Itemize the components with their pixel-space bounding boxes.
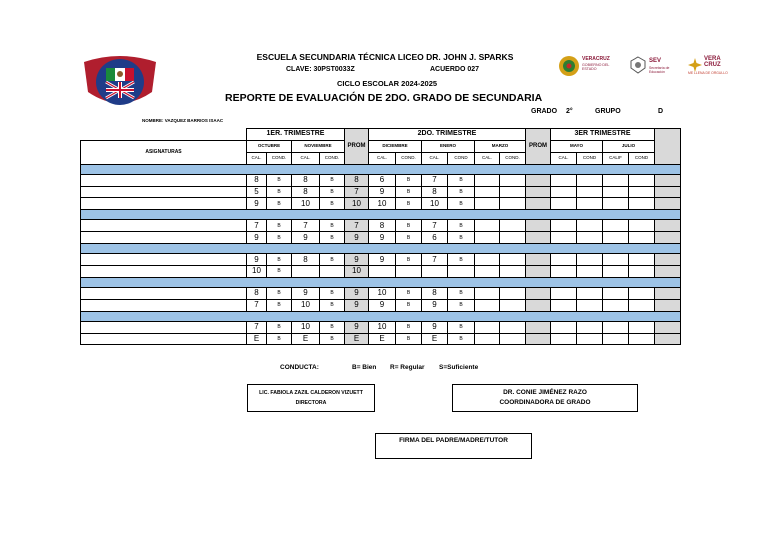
- trimester-3-header: 3ER TRIMESTRE: [551, 129, 655, 141]
- school-year: CICLO ESCOLAR 2024-2025: [337, 79, 438, 88]
- prom-cell: [655, 254, 681, 266]
- grade-cell: 10: [369, 287, 396, 299]
- student-name: NOMBRE: VAZQUEZ BARRIOS ISAAC: [142, 118, 224, 123]
- prom-cell: [655, 299, 681, 311]
- grade-cell: B: [320, 254, 345, 266]
- grade-cell: 10: [422, 198, 448, 210]
- sev-seal-icon: [630, 56, 646, 74]
- school-name: ESCUELA SECUNDARIA TÉCNICA LICEO DR. JOHN J. SPARKS: [256, 52, 514, 62]
- grade-cell: 10: [369, 198, 396, 210]
- prom-cell: [655, 266, 681, 278]
- grade-cell: B: [448, 299, 475, 311]
- grade-cell: [577, 254, 603, 266]
- subject-cell: [81, 220, 247, 232]
- grade-cell: 9: [422, 299, 448, 311]
- grade-cell: B: [396, 254, 422, 266]
- sub-header: COND.: [396, 152, 422, 164]
- sub-header: CAL.: [475, 152, 500, 164]
- grade-cell: [500, 198, 526, 210]
- grade-cell: [603, 287, 629, 299]
- month-header: NOVIEMBRE: [292, 140, 345, 152]
- grade-cell: [629, 266, 655, 278]
- prom-cell: 9: [345, 287, 369, 299]
- grade-cell: 6: [422, 232, 448, 244]
- grade-cell: [500, 321, 526, 333]
- sub-header: CAL.: [551, 152, 577, 164]
- subject-cell: [81, 254, 247, 266]
- grade-cell: [551, 220, 577, 232]
- prom-cell: [655, 186, 681, 198]
- grade-cell: B: [396, 186, 422, 198]
- grade-row: [81, 321, 681, 333]
- grade-cell: [577, 174, 603, 186]
- grade-cell: [551, 299, 577, 311]
- grade-cell: [551, 287, 577, 299]
- subject-cell: [81, 321, 247, 333]
- grade-cell: [500, 333, 526, 345]
- grade-cell: [577, 232, 603, 244]
- parent-signature-box: [375, 433, 532, 459]
- grade-cell: 5: [247, 186, 267, 198]
- grade-cell: 9: [369, 232, 396, 244]
- prom-cell: [655, 220, 681, 232]
- grade-cell: E: [292, 333, 320, 345]
- band-cell: [81, 244, 681, 254]
- director-name: LIC. FABIOLA ZAZIL CALDERON VIZUETT: [259, 390, 363, 396]
- grade-cell: [603, 174, 629, 186]
- grade-cell: 10: [292, 299, 320, 311]
- band-cell: [81, 164, 681, 174]
- grade-cell: [551, 198, 577, 210]
- grade-cell: [475, 266, 500, 278]
- grade-cell: [396, 266, 422, 278]
- month-header: MAYO: [551, 140, 603, 152]
- grade-cell: B: [448, 198, 475, 210]
- veracruz-logo-text: VERACRUZ: [582, 56, 610, 62]
- grades-table: [80, 128, 681, 345]
- sub-header: CAL.: [422, 152, 448, 164]
- grade-cell: [475, 299, 500, 311]
- grade-cell: 7: [292, 220, 320, 232]
- veracruz-orgullo-logo-text: VERA CRUZ: [704, 56, 721, 68]
- grade-cell: 7: [247, 220, 267, 232]
- grade-cell: [577, 186, 603, 198]
- prom-cell: [655, 232, 681, 244]
- grade-cell: [500, 220, 526, 232]
- subject-cell: [81, 174, 247, 186]
- grade-cell: [603, 299, 629, 311]
- grade-cell: B: [267, 220, 292, 232]
- grade-cell: [629, 254, 655, 266]
- grade-cell: B: [396, 287, 422, 299]
- grade-cell: 6: [369, 174, 396, 186]
- legend-suficiente: S=Suficiente: [439, 364, 479, 371]
- grade-cell: B: [267, 232, 292, 244]
- sub-header: COND: [448, 152, 475, 164]
- grade-cell: [577, 198, 603, 210]
- grade-cell: B: [267, 333, 292, 345]
- grade-cell: B: [267, 186, 292, 198]
- sub-header: COND: [577, 152, 603, 164]
- grade-cell: [603, 333, 629, 345]
- grade-cell: B: [267, 254, 292, 266]
- grade-cell: [500, 232, 526, 244]
- grade-cell: [577, 266, 603, 278]
- prom-cell: 10: [345, 198, 369, 210]
- sub-header: COND.: [500, 152, 526, 164]
- legend-bien: B= Bien: [352, 364, 377, 371]
- grade-cell: 9: [369, 186, 396, 198]
- prom-cell: [526, 220, 551, 232]
- grade-cell: 9: [247, 232, 267, 244]
- sub-header: COND: [629, 152, 655, 164]
- grade-cell: [475, 220, 500, 232]
- grade-cell: 7: [422, 174, 448, 186]
- grade-row: [81, 287, 681, 299]
- grade-cell: 8: [292, 174, 320, 186]
- grade-cell: B: [448, 186, 475, 198]
- grade-cell: [320, 266, 345, 278]
- subject-group-band: [81, 277, 681, 287]
- parent-signature-label: FIRMA DEL PADRE/MADRE/TUTOR: [399, 437, 508, 444]
- grade-row: [81, 232, 681, 244]
- prom-cell: 9: [345, 299, 369, 311]
- grade-cell: B: [396, 198, 422, 210]
- grade-cell: [369, 266, 396, 278]
- grade-cell: 7: [422, 254, 448, 266]
- prom-cell: [526, 254, 551, 266]
- grade-cell: 10: [292, 198, 320, 210]
- subject-cell: [81, 333, 247, 345]
- coordinator-role: COORDINADORA DE GRADO: [499, 399, 591, 406]
- grade-cell: B: [448, 220, 475, 232]
- grade-cell: [603, 266, 629, 278]
- subject-cell: [81, 232, 247, 244]
- grade-cell: [500, 299, 526, 311]
- grade-cell: [603, 220, 629, 232]
- sub-header: CAL.: [369, 152, 396, 164]
- grade-cell: B: [320, 232, 345, 244]
- grade-cell: [551, 333, 577, 345]
- grade-cell: [475, 321, 500, 333]
- month-header: MARZO: [475, 140, 526, 152]
- grado-value: 2°: [566, 108, 573, 115]
- prom-cell: 9: [345, 232, 369, 244]
- grade-cell: [500, 186, 526, 198]
- grade-row: [81, 198, 681, 210]
- grade-cell: B: [396, 232, 422, 244]
- prom-1-header: PROM: [345, 129, 369, 165]
- prom-cell: [526, 186, 551, 198]
- director-signature-box: [247, 384, 375, 412]
- grade-cell: [551, 232, 577, 244]
- grade-cell: [500, 254, 526, 266]
- prom-cell: [655, 333, 681, 345]
- grade-cell: [551, 174, 577, 186]
- subject-cell: [81, 299, 247, 311]
- grade-cell: [629, 333, 655, 345]
- grade-cell: 8: [369, 220, 396, 232]
- grade-cell: B: [396, 220, 422, 232]
- grade-cell: [629, 232, 655, 244]
- grade-cell: [475, 174, 500, 186]
- grade-cell: [551, 254, 577, 266]
- prom-cell: [526, 321, 551, 333]
- sev-logo-text: SEV: [649, 58, 662, 64]
- prom-cell: 9: [345, 321, 369, 333]
- prom-cell: [526, 287, 551, 299]
- grade-cell: 7: [247, 321, 267, 333]
- grade-cell: 8: [292, 186, 320, 198]
- grade-cell: B: [448, 232, 475, 244]
- grade-cell: [577, 220, 603, 232]
- grade-cell: [500, 287, 526, 299]
- grade-cell: 9: [292, 232, 320, 244]
- grade-cell: 7: [422, 220, 448, 232]
- grade-cell: [577, 333, 603, 345]
- grade-cell: [603, 232, 629, 244]
- subject-group-band: [81, 164, 681, 174]
- grade-cell: [500, 174, 526, 186]
- grade-cell: [577, 321, 603, 333]
- grade-cell: [475, 287, 500, 299]
- grupo-label: GRUPO: [595, 108, 621, 115]
- school-acuerdo: ACUERDO 027: [430, 66, 480, 73]
- grade-cell: 10: [247, 266, 267, 278]
- grade-cell: 8: [247, 287, 267, 299]
- sev-logo-subtext: Secretaría de Educación: [649, 66, 670, 74]
- grade-row: [81, 254, 681, 266]
- grade-cell: [551, 321, 577, 333]
- grade-row: [81, 186, 681, 198]
- prom-cell: [655, 321, 681, 333]
- sub-header: CAL.: [247, 152, 267, 164]
- grade-cell: [551, 266, 577, 278]
- veracruz-logo-subtext: GOBIERNO DEL ESTADO: [582, 63, 610, 71]
- grade-cell: B: [320, 333, 345, 345]
- grado-label: GRADO: [531, 108, 558, 115]
- veracruz-star-icon: [688, 58, 702, 72]
- band-cell: [81, 210, 681, 220]
- veracruz-orgullo-logo-subtext: ME LLENA DE ORGULLO: [688, 71, 728, 75]
- grade-cell: [475, 232, 500, 244]
- grade-cell: B: [396, 174, 422, 186]
- report-title: REPORTE DE EVALUACIÓN DE 2DO. GRADO DE SECUNDARIA: [225, 92, 543, 104]
- band-cell: [81, 277, 681, 287]
- grade-cell: B: [448, 174, 475, 186]
- prom-cell: [526, 299, 551, 311]
- grade-cell: 9: [292, 287, 320, 299]
- asignaturas-header: ASIGNATURAS: [81, 140, 247, 164]
- grade-cell: 9: [247, 254, 267, 266]
- grade-cell: B: [320, 220, 345, 232]
- grade-cell: 9: [369, 299, 396, 311]
- prom-2-header: PROM: [526, 129, 551, 165]
- grade-cell: B: [320, 174, 345, 186]
- grade-cell: [603, 186, 629, 198]
- header-blank: [81, 129, 247, 141]
- grade-cell: [629, 287, 655, 299]
- grade-cell: [422, 266, 448, 278]
- subject-cell: [81, 287, 247, 299]
- grade-cell: B: [320, 186, 345, 198]
- grade-cell: E: [247, 333, 267, 345]
- grade-cell: [629, 174, 655, 186]
- conducta-label: CONDUCTA:: [280, 364, 319, 371]
- subject-cell: [81, 266, 247, 278]
- prom-cell: [655, 287, 681, 299]
- prom-cell: [526, 232, 551, 244]
- grade-cell: B: [448, 287, 475, 299]
- grade-cell: B: [320, 299, 345, 311]
- sub-header: COND.: [267, 152, 292, 164]
- grade-cell: 9: [247, 198, 267, 210]
- legend-regular: R= Regular: [390, 364, 425, 371]
- grade-cell: E: [422, 333, 448, 345]
- grade-cell: [475, 198, 500, 210]
- grade-cell: B: [396, 321, 422, 333]
- director-role: DIRECTORA: [295, 400, 327, 406]
- grade-cell: B: [448, 333, 475, 345]
- grade-cell: [603, 198, 629, 210]
- grade-row: [81, 333, 681, 345]
- grade-row: [81, 266, 681, 278]
- grade-cell: 8: [422, 287, 448, 299]
- grade-cell: E: [369, 333, 396, 345]
- grade-cell: B: [320, 198, 345, 210]
- grade-cell: 8: [247, 174, 267, 186]
- subject-cell: [81, 186, 247, 198]
- grade-cell: B: [396, 333, 422, 345]
- prom-cell: [655, 174, 681, 186]
- grade-cell: [500, 266, 526, 278]
- prom-cell: [526, 198, 551, 210]
- grade-cell: [577, 287, 603, 299]
- grade-cell: [577, 299, 603, 311]
- coordinator-signature-box: [452, 384, 638, 412]
- month-header: JULIO: [603, 140, 655, 152]
- grade-cell: [629, 220, 655, 232]
- subject-group-band: [81, 210, 681, 220]
- band-cell: [81, 311, 681, 321]
- prom-cell: 7: [345, 186, 369, 198]
- prom-cell: 10: [345, 266, 369, 278]
- sub-header: CALIF: [603, 152, 629, 164]
- prom-cell: [526, 174, 551, 186]
- grade-cell: B: [448, 254, 475, 266]
- grupo-value: D: [658, 108, 664, 115]
- grade-cell: B: [396, 299, 422, 311]
- grade-cell: [629, 186, 655, 198]
- sub-header: CAL.: [292, 152, 320, 164]
- grade-cell: 10: [292, 321, 320, 333]
- grade-cell: 10: [369, 321, 396, 333]
- grade-cell: [629, 321, 655, 333]
- grade-cell: B: [267, 198, 292, 210]
- sub-header: COND.: [320, 152, 345, 164]
- prom-cell: 8: [345, 174, 369, 186]
- grade-row: [81, 299, 681, 311]
- prom-cell: [655, 198, 681, 210]
- grade-cell: B: [448, 321, 475, 333]
- grade-cell: 9: [422, 321, 448, 333]
- grade-cell: [603, 321, 629, 333]
- prom-cell: 9: [345, 254, 369, 266]
- grade-cell: B: [267, 174, 292, 186]
- subject-cell: [81, 198, 247, 210]
- subject-group-band: [81, 244, 681, 254]
- month-header: OCTUBRE: [247, 140, 292, 152]
- month-header: DICIEMBRE: [369, 140, 422, 152]
- prom-3-header: [655, 129, 681, 165]
- month-header: ENERO: [422, 140, 475, 152]
- trimester-1-header: 1ER. TRIMESTRE: [247, 129, 345, 141]
- grade-cell: [475, 333, 500, 345]
- grade-cell: [292, 266, 320, 278]
- grade-cell: 8: [422, 186, 448, 198]
- coordinator-name: DR. CONIE JIMÉNEZ RAZO: [503, 389, 587, 396]
- trimester-2-header: 2DO. TRIMESTRE: [369, 129, 526, 141]
- grade-cell: B: [320, 287, 345, 299]
- grade-cell: [448, 266, 475, 278]
- grade-cell: [475, 254, 500, 266]
- grade-cell: [475, 186, 500, 198]
- veracruz-seal-icon: [558, 55, 580, 77]
- school-logo: [80, 52, 160, 112]
- grade-cell: [629, 198, 655, 210]
- grade-cell: 7: [247, 299, 267, 311]
- grade-cell: B: [267, 321, 292, 333]
- prom-cell: 7: [345, 220, 369, 232]
- grade-cell: [603, 254, 629, 266]
- grade-row: [81, 220, 681, 232]
- prom-cell: [526, 266, 551, 278]
- prom-cell: [526, 333, 551, 345]
- grade-cell: B: [267, 266, 292, 278]
- grade-cell: [551, 186, 577, 198]
- grade-cell: B: [320, 321, 345, 333]
- subject-group-band: [81, 311, 681, 321]
- grade-cell: 9: [369, 254, 396, 266]
- school-clave: CLAVE: 30PST0033Z: [286, 66, 355, 73]
- grade-row: [81, 174, 681, 186]
- grade-cell: [629, 299, 655, 311]
- grade-cell: B: [267, 287, 292, 299]
- prom-cell: E: [345, 333, 369, 345]
- grade-cell: 8: [292, 254, 320, 266]
- grade-cell: B: [267, 299, 292, 311]
